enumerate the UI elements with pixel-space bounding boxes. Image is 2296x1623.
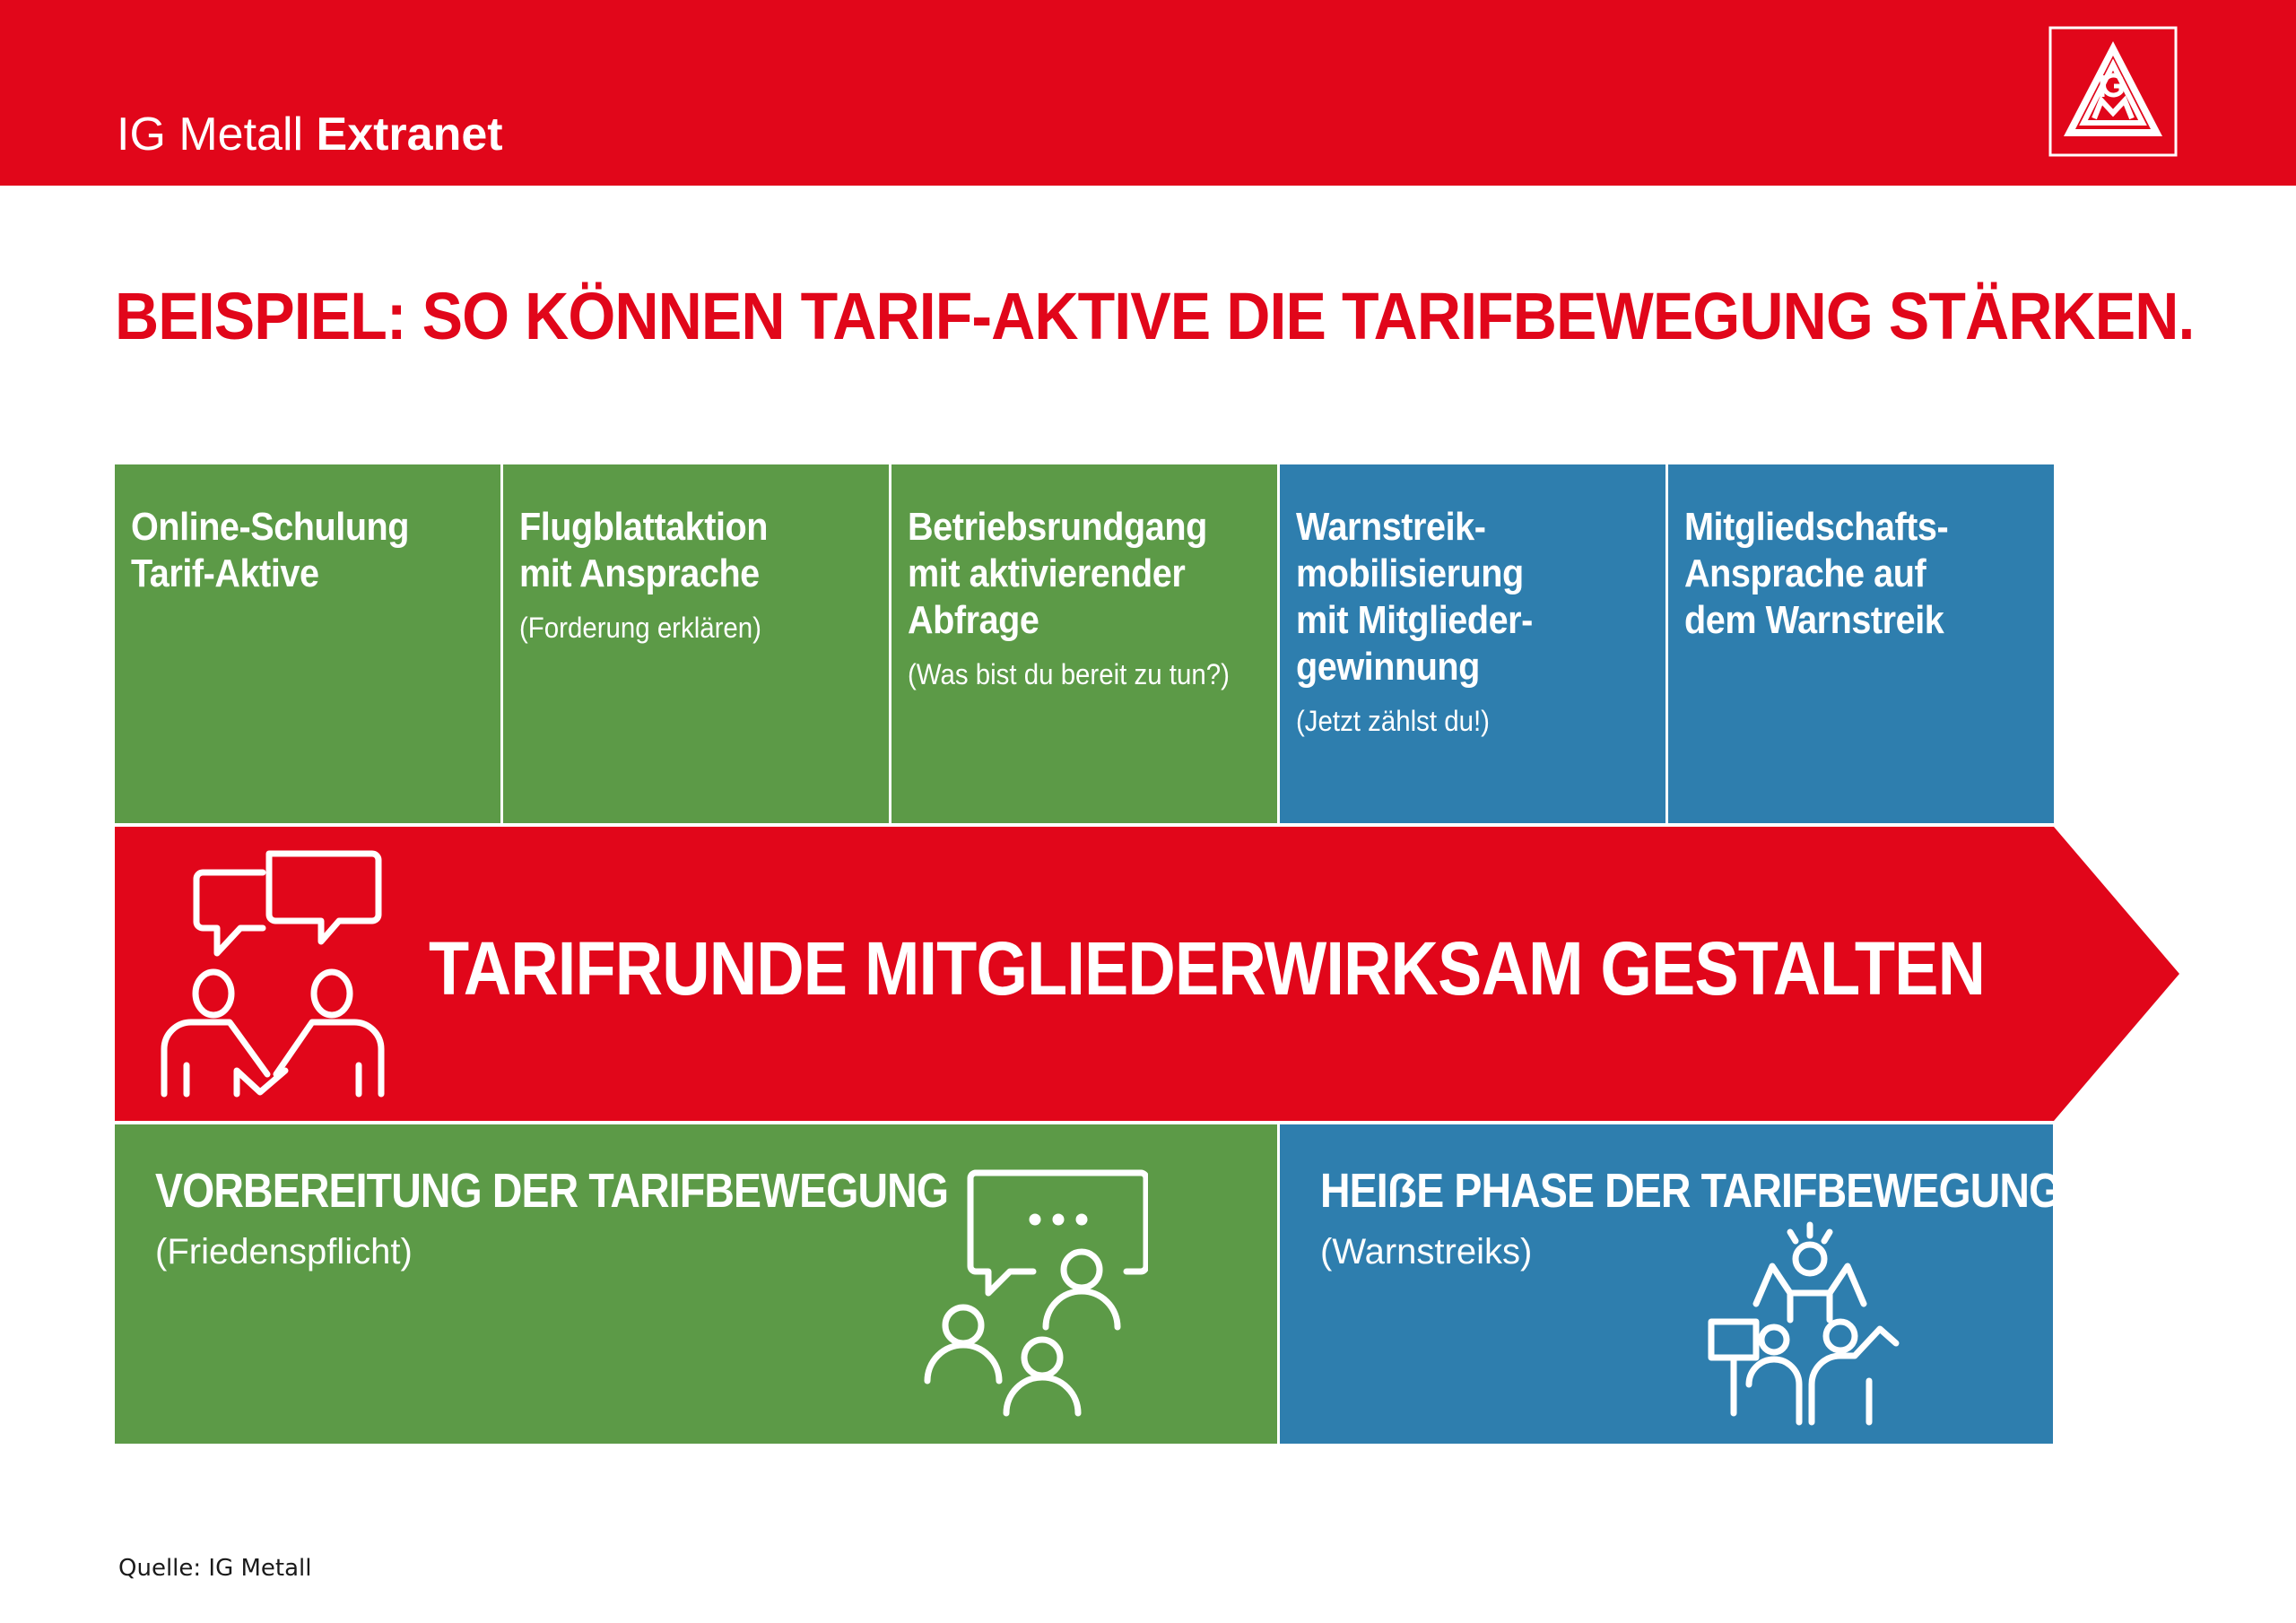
source-note: Quelle: IG Metall (118, 1555, 312, 1582)
brand-light: IG Metall (117, 108, 304, 161)
phase-subtitle: (Friedenspflicht) (155, 1232, 413, 1271)
step-subtitle: (Forderung erklären) (519, 612, 761, 644)
step-subtitle: (Jetzt zählst du!) (1296, 705, 1490, 737)
step-title: Flugblattaktion mit Ansprache (519, 505, 769, 595)
strike-protest-icon (1704, 1221, 1903, 1426)
phase-title: VORBEREITUNG DER TARIFBEWEGUNG (155, 1164, 949, 1218)
step-title: Warnstreik- mobilisierung mit Mitglieder- gewinnung (1296, 505, 1533, 689)
brand-bold: Extranet (316, 108, 503, 161)
ig-metall-logo (2048, 25, 2179, 158)
step-card-4 (1280, 464, 1665, 823)
phase-subtitle: (Warnstreiks) (1320, 1232, 1533, 1271)
header-bar (0, 0, 2296, 186)
step-card-1 (115, 464, 500, 823)
step-card-3 (891, 464, 1277, 823)
step-title: Online-Schulung Tarif-Aktive (131, 505, 410, 595)
step-card-2 (503, 464, 889, 823)
group-discussion-icon (924, 1166, 1148, 1426)
brand-name (117, 106, 503, 163)
banner-title: TARIFRUNDE MITGLIEDERWIRKSAM GESTALTEN (429, 926, 1986, 1011)
step-card-5 (1668, 464, 2054, 823)
step-title: Betriebsrundgang mit aktivierender Abfrage (908, 505, 1207, 642)
step-subtitle: (Was bist du bereit zu tun?) (908, 658, 1230, 690)
phase-title: HEIẞE PHASE DER TARIFBEWEGUNG (1320, 1164, 2061, 1218)
phase-hot (1280, 1124, 2061, 1444)
step-title: Mitgliedschafts- Ansprache auf dem Warnstreik (1684, 505, 1949, 642)
conversation-people-icon (160, 850, 391, 1098)
page-title: BEISPIEL: SO KÖNNEN TARIF-AKTIVE DIE TARIFBEWEGUNG STÄRKEN. (115, 279, 2195, 353)
